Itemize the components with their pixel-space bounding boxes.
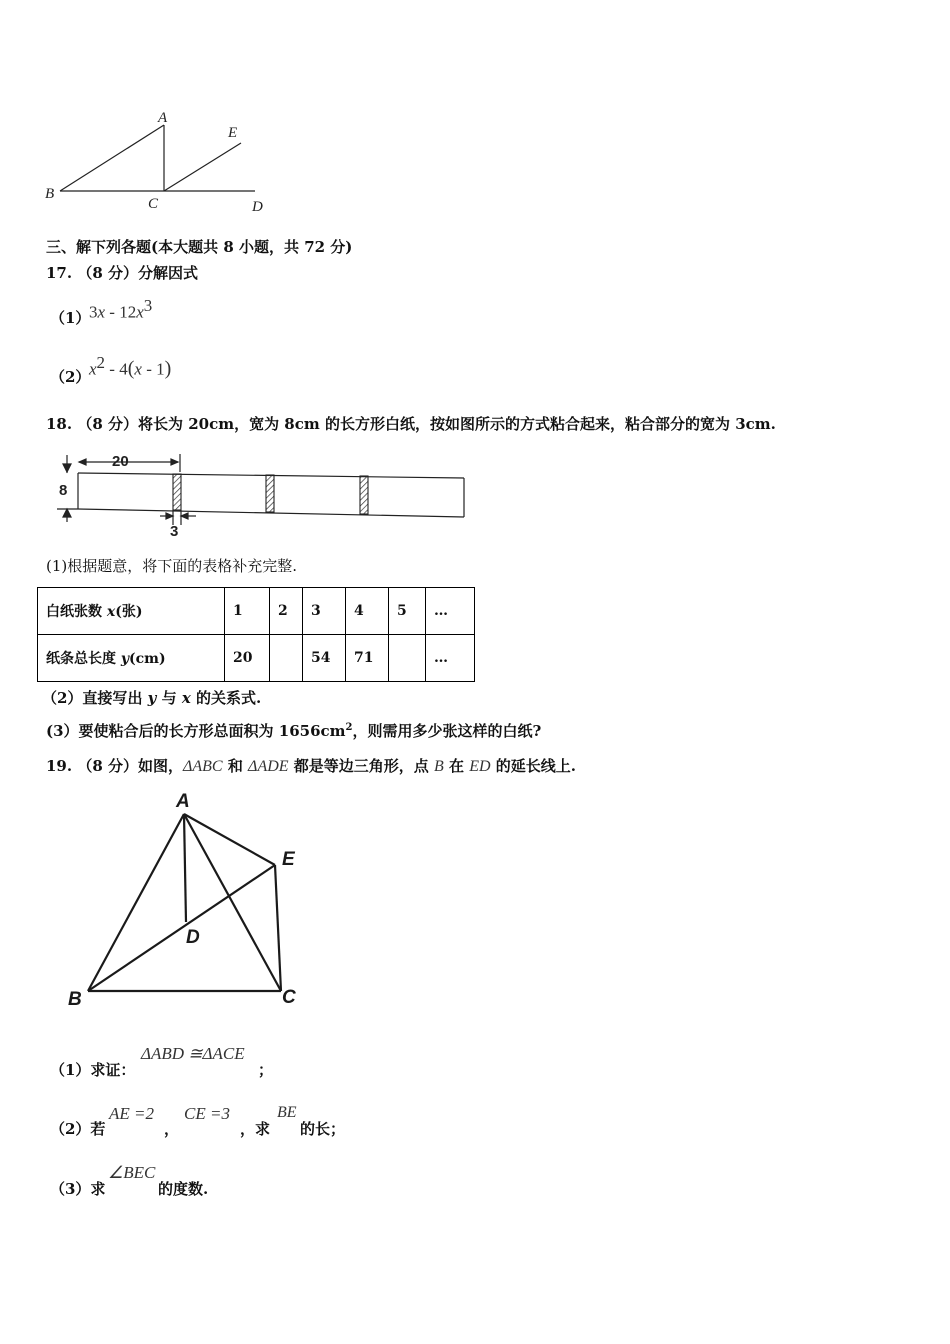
figure-paper-strip <box>50 448 470 540</box>
q19-part2-be: BE <box>277 1104 297 1121</box>
q17-header: 17. （8 分）分解因式 <box>46 264 198 282</box>
table-cell <box>389 635 426 682</box>
table-cell <box>270 635 303 682</box>
q19-part2-number: （2）若 <box>50 1120 106 1138</box>
q19-part3-end: 的度数. <box>158 1180 209 1198</box>
label-b: B <box>68 989 82 1010</box>
q19-part1-end: ； <box>258 1061 274 1079</box>
q17-part2-expression: $x^2 - 4(x - 1)$ <box>89 353 172 380</box>
table-cell: 2 <box>270 588 303 635</box>
label-a: A <box>158 110 168 126</box>
table-cell: 1 <box>225 588 270 635</box>
table-cell: 20 <box>225 635 270 682</box>
table-cell-header: 白纸张数 x(张) <box>38 588 225 635</box>
dim-20: 20 <box>112 453 129 470</box>
q18-part3: (3）要使粘合后的长方形总面积为 $1656cm^2$，则需用多少张这样的白纸? <box>46 722 542 740</box>
label-c: C <box>282 987 296 1008</box>
q19-part1-expression: ΔABD ≅ΔACE <box>141 1044 245 1063</box>
table-cell: … <box>426 588 475 635</box>
label-e: E <box>282 849 295 870</box>
q18-part1: (1)根据题意，将下面的表格补充完整. <box>46 557 298 575</box>
table-cell: 5 <box>389 588 426 635</box>
q19-part2-ae: AE =2 <box>109 1104 154 1123</box>
dim-8: 8 <box>59 482 68 499</box>
table-cell-header: 纸条总长度 y(cm) <box>38 635 225 682</box>
q18-header: 18. （8 分）将长为 20cm，宽为 8cm 的长方形白纸，按如图所示的方式粘合起来，粘合部分的宽为 3cm. <box>46 415 776 433</box>
q19-part3-angle: ∠BEC <box>108 1163 156 1182</box>
q19-part2-end: 的长； <box>300 1120 346 1138</box>
table-cell: 71 <box>346 635 389 682</box>
table-cell: … <box>426 635 475 682</box>
q19-part2-comma: ， <box>164 1120 180 1138</box>
figure-triangle-abc-extension <box>40 108 280 216</box>
table-cell: 4 <box>346 588 389 635</box>
table-row <box>38 635 475 682</box>
q17-part1-expression: $3x - 12x^3$ <box>89 296 153 322</box>
figure-equilateral-triangles <box>60 785 340 1015</box>
q17-part2-number: （2） <box>50 368 91 386</box>
dim-3: 3 <box>170 523 179 540</box>
q17-part1-number: （1） <box>50 309 91 327</box>
q18-part2: （2）直接写出 y 与 x 的关系式. <box>42 689 262 707</box>
label-a: A <box>176 791 190 812</box>
table-cell: 3 <box>303 588 346 635</box>
table-row <box>38 588 475 635</box>
label-e: E <box>228 125 238 141</box>
table-cell: 54 <box>303 635 346 682</box>
label-b: B <box>45 186 55 202</box>
section-title: 三、解下列各题(本大题共 8 小题，共 72 分) <box>46 238 353 256</box>
label-c: C <box>148 196 159 212</box>
q19-part2-ask: ，求 <box>240 1120 271 1138</box>
q18-table <box>37 587 475 682</box>
q19-part1: （1）求证： <box>50 1061 136 1079</box>
q19-header: 19. （8 分）如图，ΔABC 和 ΔADE 都是等边三角形，点 B 在 ED 的延长线上. <box>46 757 577 775</box>
q19-part3-number: （3）求 <box>50 1180 106 1198</box>
q19-part2-ce: CE =3 <box>184 1104 230 1123</box>
label-d: D <box>186 927 200 948</box>
label-d: D <box>252 199 263 215</box>
